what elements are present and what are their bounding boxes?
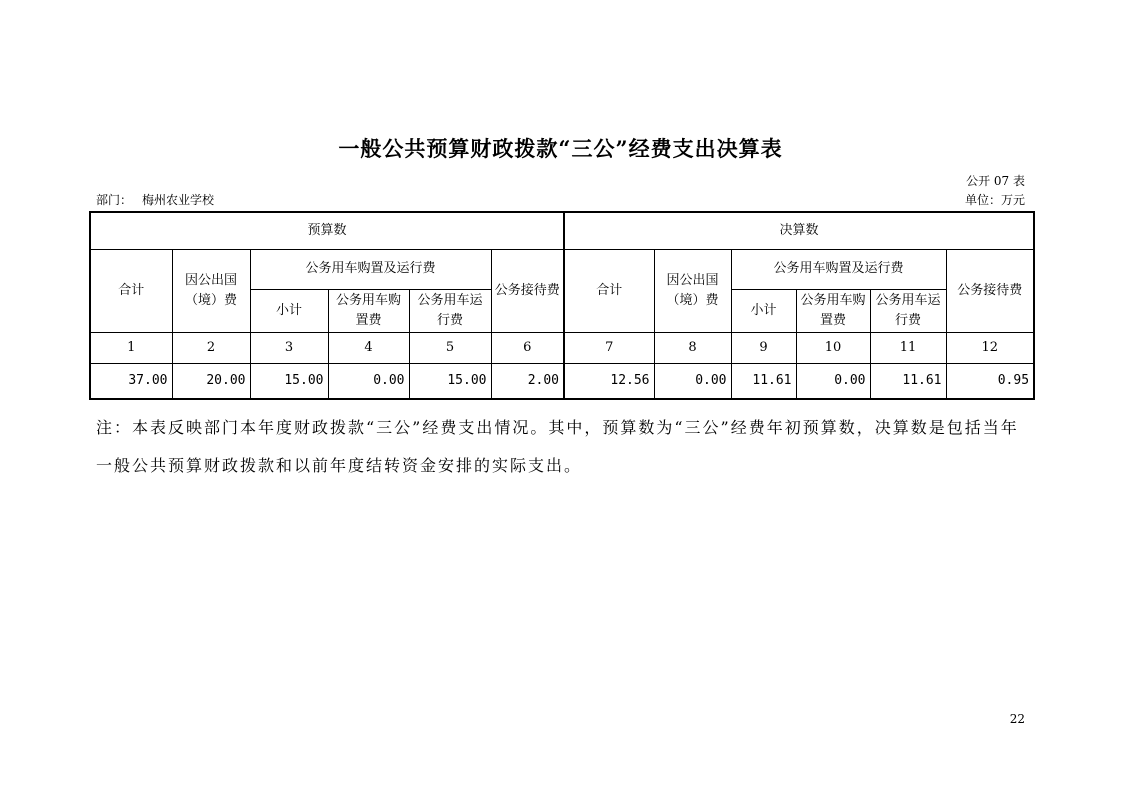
final-subtotal-header: 小计: [731, 289, 796, 332]
department-label: 部门：: [96, 193, 133, 207]
unit-label: 单位：万元: [964, 193, 1025, 207]
final-reception-header: 公务接待费: [946, 249, 1034, 332]
form-number: 公开 07 表: [966, 174, 1025, 188]
final-header: 决算数: [564, 212, 1034, 249]
col-number: 1: [90, 332, 172, 363]
value-cell: 0.95: [946, 363, 1034, 399]
budget-purchase-header: 公务用车购置费: [328, 289, 409, 332]
value-cell: 15.00: [409, 363, 491, 399]
col-number: 7: [564, 332, 654, 363]
value-cell: 0.00: [328, 363, 409, 399]
col-number: 2: [172, 332, 250, 363]
budget-total-header: 合计: [90, 249, 172, 332]
col-number: 5: [409, 332, 491, 363]
final-abroad-header: 因公出国（境）费: [654, 249, 731, 332]
col-number: 6: [491, 332, 564, 363]
budget-operation-header: 公务用车运行费: [409, 289, 491, 332]
budget-abroad-header: 因公出国（境）费: [172, 249, 250, 332]
final-total-header: 合计: [564, 249, 654, 332]
col-number: 8: [654, 332, 731, 363]
col-number: 11: [870, 332, 946, 363]
col-number: 4: [328, 332, 409, 363]
budget-vehicle-header: 公务用车购置及运行费: [250, 249, 491, 289]
col-number: 3: [250, 332, 328, 363]
value-cell: 11.61: [731, 363, 796, 399]
value-cell: 0.00: [654, 363, 731, 399]
expense-table: [89, 211, 1035, 400]
column-number-row: [90, 332, 1034, 363]
page-number: 22: [1009, 712, 1025, 726]
final-operation-header: 公务用车运行费: [870, 289, 946, 332]
col-number: 9: [731, 332, 796, 363]
department-line: [96, 191, 224, 208]
value-row: [90, 363, 1034, 399]
value-cell: 12.56: [564, 363, 654, 399]
final-vehicle-header: 公务用车购置及运行费: [731, 249, 946, 289]
value-cell: 20.00: [172, 363, 250, 399]
budget-reception-header: 公务接待费: [491, 249, 564, 332]
value-cell: 11.61: [870, 363, 946, 399]
budget-subtotal-header: 小计: [250, 289, 328, 332]
footnote: 注：本表反映部门本年度财政拨款“三公”经费支出情况。其中，预算数为“三公”经费年初预算数，决算数是包括当年一般公共预算财政拨款和以前年度结转资金安排的实际支出。: [96, 418, 1019, 475]
value-cell: 0.00: [796, 363, 870, 399]
value-cell: 2.00: [491, 363, 564, 399]
budget-header: 预算数: [90, 212, 564, 249]
value-cell: 37.00: [90, 363, 172, 399]
final-purchase-header: 公务用车购置费: [796, 289, 870, 332]
value-cell: 15.00: [250, 363, 328, 399]
page-title: 一般公共预算财政拨款“三公”经费支出决算表: [338, 136, 783, 161]
department-name: 梅州农业学校: [142, 193, 215, 207]
col-number: 12: [946, 332, 1034, 363]
col-number: 10: [796, 332, 870, 363]
